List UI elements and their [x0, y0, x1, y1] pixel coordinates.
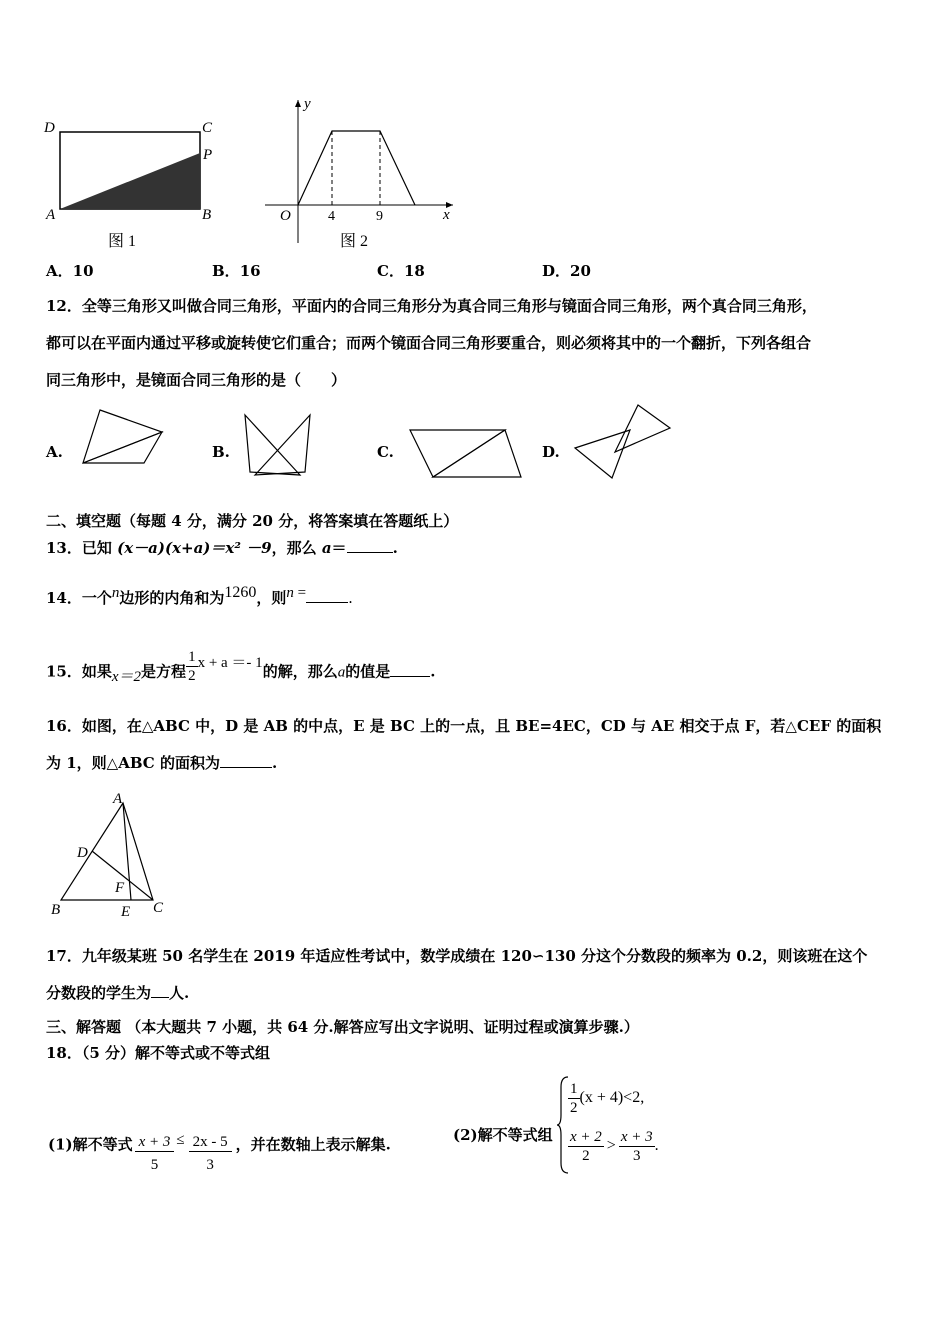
fig1-caption: 图 1 [108, 233, 137, 250]
q17-answer-blank[interactable] [151, 997, 169, 998]
q12-option-b-figure [240, 410, 315, 480]
q11-option-d: D．20 [542, 262, 591, 280]
label-P: P [203, 147, 213, 163]
q15: 15．如果x＝2是方程 $\frac{1}{2}$ x + a ＝- 1的解，那么a的值是 . [46, 649, 436, 685]
q12-line-2: 都可以在平面内通过平移或旋转使它们重合；而两个镜面合同三角形要重合，则必须将其中的一个翻折，下列各组合 [46, 334, 812, 352]
tick-4: 4 [328, 209, 335, 224]
q16-line-2: 为 1，则△ABC 的面积为 . [46, 754, 278, 772]
q12-option-c-label: C. [377, 443, 394, 461]
label-C: C [202, 120, 213, 136]
q17-line-2: 分数段的学生为 人. [46, 984, 190, 1002]
q18-part-1: (1)解不等式 $\frac{x + 3}{5}$ ≤ $\frac{2x - 5}{3}$ ，并在数轴上表示解集. [48, 1131, 391, 1173]
label-E: E [121, 904, 131, 920]
q11-figure-1 [40, 115, 225, 250]
q12-option-a-label: A. [46, 443, 63, 461]
q13-answer-blank[interactable] [347, 552, 393, 553]
q13: 13．已知 (x－a)(x+a)＝x² －9，那么 a＝ . [46, 539, 398, 557]
label-F: F [115, 880, 125, 896]
q12-option-a-figure [78, 405, 168, 470]
label-A: A [113, 791, 123, 807]
q15-answer-blank[interactable] [390, 676, 430, 677]
q12-option-d-label: D. [542, 443, 560, 461]
label-B: B [51, 902, 61, 918]
trapezoid-graph [298, 131, 415, 205]
q11-option-b: B．16 [212, 262, 261, 280]
label-D: D [77, 845, 88, 861]
label-C: C [153, 900, 164, 916]
q18-system-line-1: $\frac{1}{2}$ (x + 4)<2, [570, 1081, 645, 1116]
label-A: A [46, 207, 56, 223]
q11-option-c: C．18 [377, 262, 425, 280]
q16-line-1: 16．如图，在△ABC 中，D 是 AB 的中点，E 是 BC 上的一点，且 BE=4EC，CD 与 AE 相交于点 F，若△CEF 的面积 [46, 717, 882, 735]
axis-y-label: y [304, 96, 311, 112]
fig2-caption: 图 2 [340, 233, 369, 250]
q12-option-d-figure [570, 400, 675, 485]
q11-option-a: A．10 [46, 262, 94, 280]
tick-9: 9 [376, 209, 383, 224]
section-2-heading: 二、填空题（每题 4 分，满分 20 分，将答案填在答题纸上） [46, 512, 459, 530]
axis-x-label: x [443, 207, 450, 223]
q18-part-2-label: (2)解不等式组 [453, 1126, 553, 1144]
q17-line-1: 17．九年级某班 50 名学生在 2019 年适应性考试中，数学成绩在 120∽130 分这个分数段的频率为 0.2，则该班在这个 [46, 947, 868, 965]
q16-triangle-figure [45, 790, 175, 920]
q11-figure-2 [260, 95, 460, 250]
q16-answer-blank[interactable] [220, 767, 272, 768]
q12-option-b-label: B. [212, 443, 230, 461]
q12-line-1: 12．全等三角形又叫做合同三角形，平面内的合同三角形分为真合同三角形与镜面合同三角形，两个真合同三角形， [46, 297, 817, 315]
label-B: B [202, 207, 212, 223]
q18-system-line-2: $\frac{x + 2}{2}$ > $\frac{x + 3}{3}$ . [570, 1129, 659, 1164]
shaded-triangle [60, 153, 200, 209]
origin-label: O [280, 208, 291, 224]
label-D: D [44, 120, 55, 136]
q12-line-3: 同三角形中，是镜面合同三角形的是（ ） [46, 371, 347, 389]
section-3-heading: 三、解答题 （本大题共 7 小题，共 64 分.解答应写出文字说明、证明过程或演算步骤.） [46, 1018, 639, 1036]
q14: 14．一个$^n$边形的内角和为$^{1260}$，则$^{n =}$ . [46, 584, 353, 607]
q12-option-c-figure [405, 425, 525, 485]
q18-title: 18．（5 分）解不等式或不等式组 [46, 1044, 271, 1062]
q14-answer-blank[interactable] [306, 602, 348, 603]
